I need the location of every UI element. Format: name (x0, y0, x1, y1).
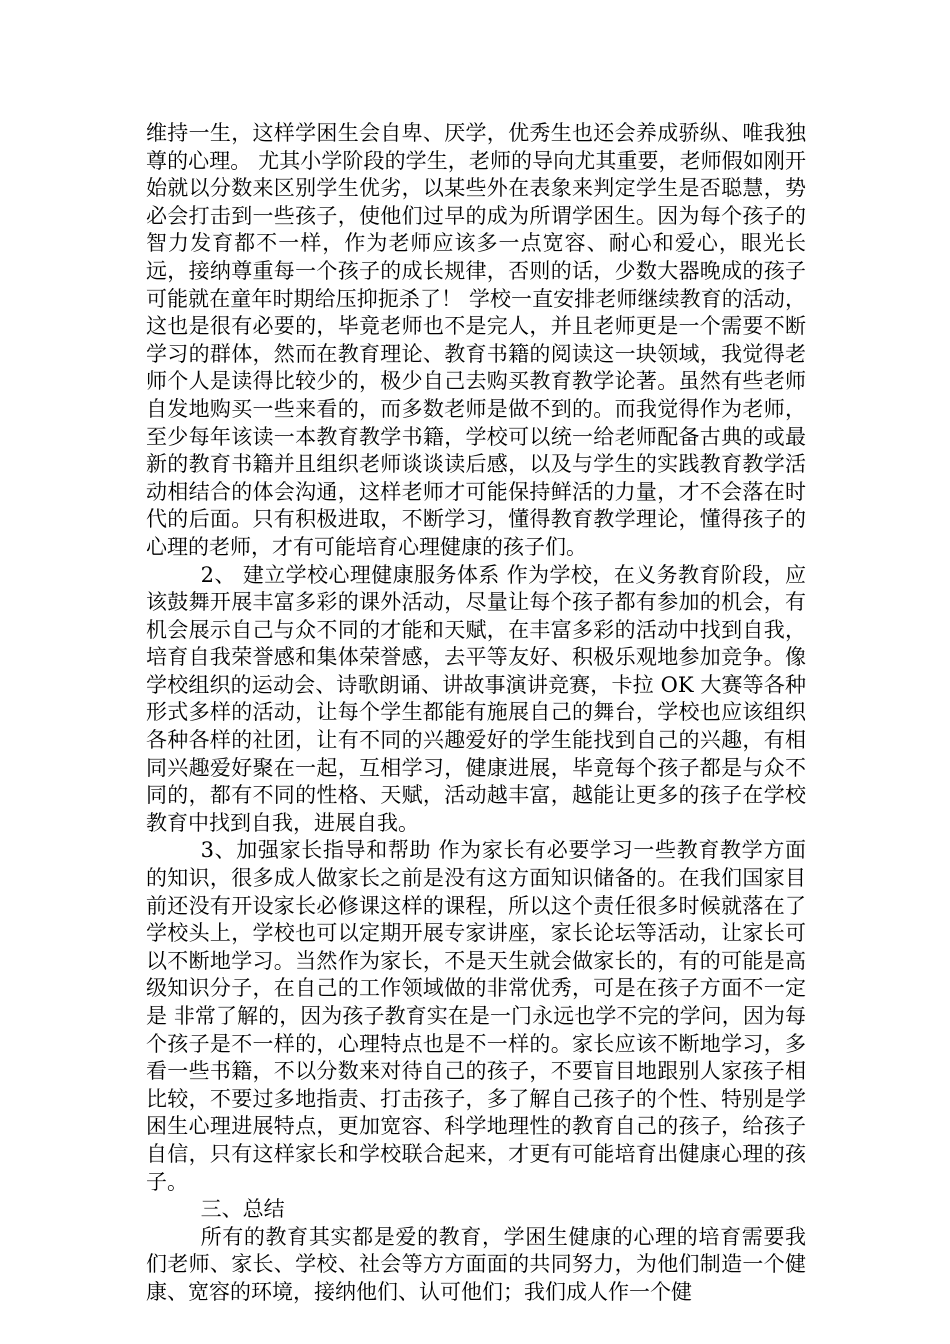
document-page (146, 120, 806, 1307)
section-heading-summary: 三、总结 (200, 1197, 285, 1222)
paragraph-parent-guidance: 3、加强家长指导和帮助 作为家长有必要学习一些教育教学方面的知识，很多成人做家长之前是没有这方面知识储备的。在我们国家目前还没有开设家长必修课这样的课程，所以这个责任很多时候就落在了学校头上，学校也可以定期开展专家讲座，家长论坛等活动，让家长可以不断地学习。当然作为家长，不是天生就会做家长的，有的可能是高级知识分子，在自己的工作领域做的非常优秀，可是在孩子方面不一定是 非常了解的，因为孩子教育实在是一门永远也学不完的学问，因为每个孩子是不一样的，心理特点也是不一样的。家长应该不断地学习，多看一些书籍，不以分数来对待自己的孩子，不要盲目地跟别人家孩子相比较，不要过多地指责、打击孩子，多了解自己孩子的个性、特别是学困生心理进展特点，更加宽容、科学地理性的教育自己的孩子，给孩子自信，只有这样家长和学校联合起来，才更有可能培育出健康心理的孩子。 (146, 838, 806, 1194)
paragraph-school-system: 2、 建立学校心理健康服务体系 作为学校，在义务教育阶段，应该鼓舞开展丰富多彩的课外活动，尽量让每个孩子都有参加的机会，有机会展示自己与众不同的才能和天赋，在丰富多彩的活动中找到自我，培育自我荣誉感和集体荣誉感，去平等友好、积极乐观地参加竞争。像学校组织的运动会、诗歌朗诵、讲故事演讲竞赛，卡拉 OK 大赛等各种形式多样的活动，让每个学生都能有施展自己的舞台，学校也应该组织各种各样的社团，让有不同的兴趣爱好的学生能找到自己的兴趣，有相同兴趣爱好聚在一起，互相学习，健康进展，毕竟每个孩子都是与众不同的，都有不同的性格、天赋，活动越丰富，越能让更多的孩子在学校教育中找到自我，进展自我。 (146, 562, 806, 835)
paragraph-summary: 所有的教育其实都是爱的教育，学困生健康的心理的培育需要我们老师、家长、学校、社会等方方面面的共同努力，为他们制造一个健康、宽容的环境，接纳他们、认可他们；我们成人作一个健 (146, 1224, 806, 1304)
paragraph-teacher-role: 维持一生，这样学困生会自卑、厌学，优秀生也还会养成骄纵、唯我独尊的心理。 尤其小学阶段的学生，老师的导向尤其重要，老师假如刚开始就以分数来区别学生优劣，以某些外在表象来判定学生是否聪慧，势必会打击到一些孩子，使他们过早的成为所谓学困生。因为每个孩子的智力发育都不一样，作为老师应该多一点宽容、耐心和爱心，眼光长远，接纳尊重每一个孩子的成长规律，否则的话，少数大器晚成的孩子可能就在童年时期给压抑扼杀了！ 学校一直安排老师继续教育的活动，这也是很有必要的，毕竟老师也不是完人，并且老师更是一个需要不断学习的群体，然而在教育理论、教育书籍的阅读这一块领域，我觉得老师个人是读得比较少的，极少自己去购买教育教学论著。虽然有些老师自发地购买一些来看的，而多数老师是做不到的。而我觉得作为老师，至少每年该读一本教育教学书籍，学校可以统一给老师配备古典的或最新的教育书籍并且组织老师谈谈读后感，以及与学生的实践教育教学活动相结合的体会沟通，这样老师才可能保持鲜活的力量，才不会落在时代的后面。只有积极进取，不断学习，懂得教育教学理论，懂得孩子的心理的老师，才有可能培育心理健康的孩子们。 (146, 121, 806, 559)
